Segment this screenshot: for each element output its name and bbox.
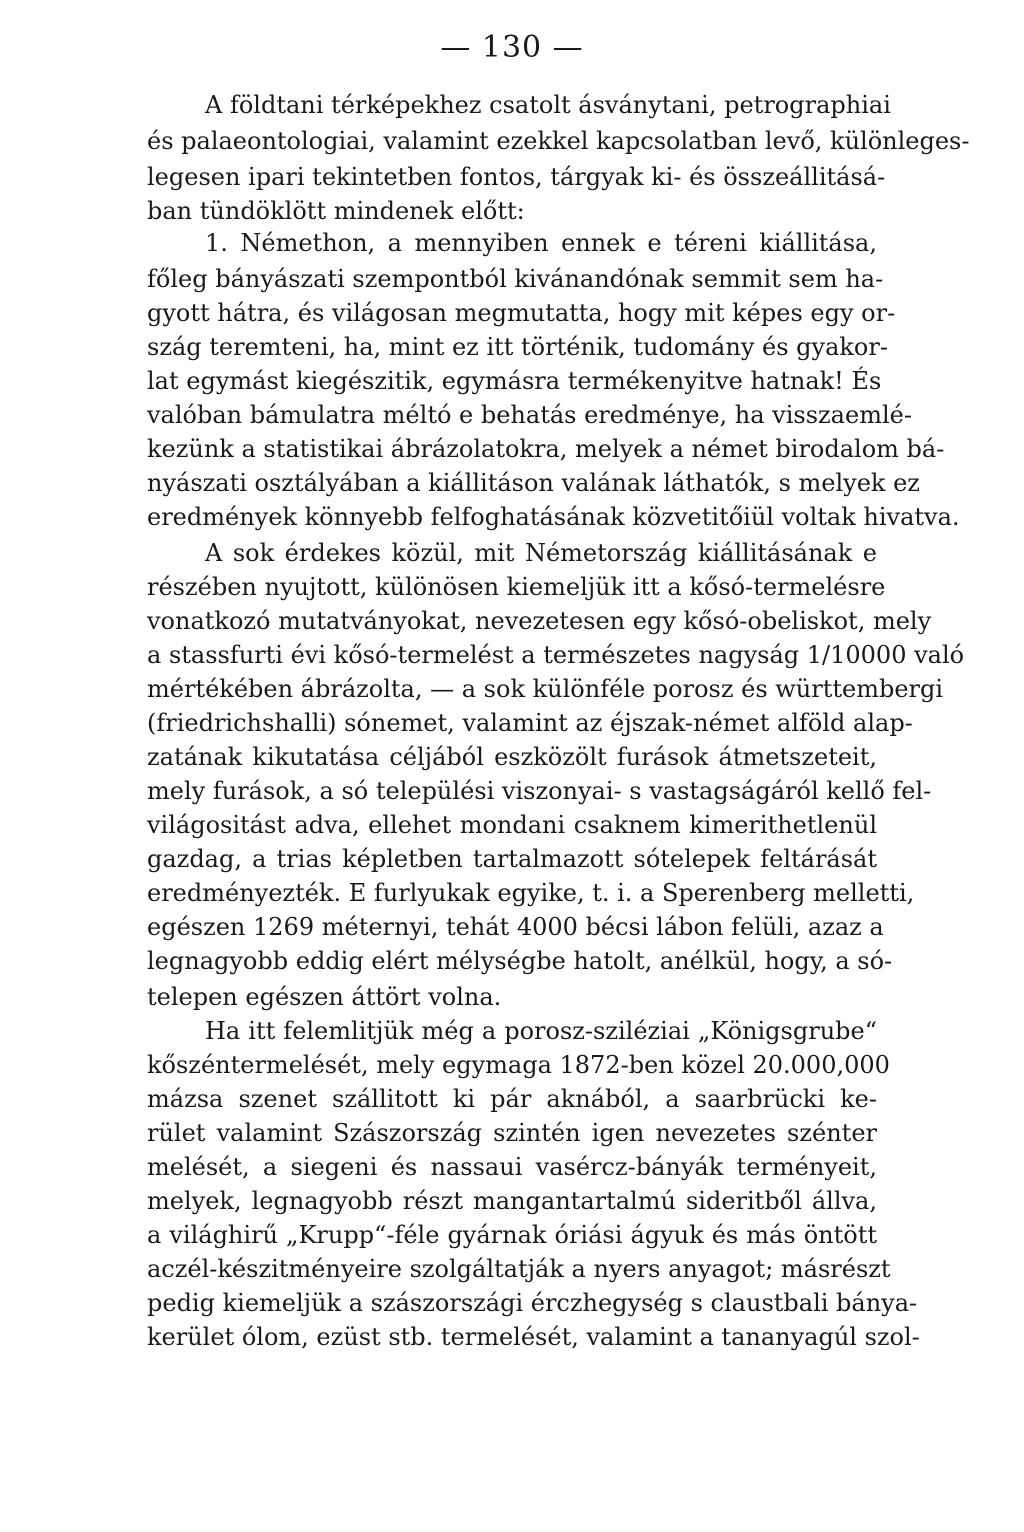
text-line: rület valamint Szászország szintén igen nevezetes szénter — [147, 1119, 877, 1147]
text-line: egészen 1269 méternyi, tehát 4000 bécsi lábon felüli, azaz a — [147, 913, 884, 941]
text-line: melését, a siegeni és nassaui vasércz-bányák terményeit, — [147, 1153, 877, 1181]
text-line: mértékében ábrázolta, — a sok különféle porosz és württembergi — [147, 675, 944, 703]
text-line: részében nyujtott, különösen kiemeljük itt a kősó-termelésre — [147, 573, 886, 601]
text-line: mely furások, a só települési viszonyai- s vastagságáról kellő fel- — [147, 777, 932, 805]
text-line: eredményezték. E furlyukak egyike, t. i. a Sperenberg melletti, — [147, 879, 915, 907]
text-line: a világhirű „Krupp“-féle gyárnak óriási ágyuk és más öntött — [147, 1221, 877, 1249]
text-line: (friedrichshalli) sónemet, valamint az éjszak-német alföld alap- — [147, 709, 913, 737]
text-line: nyászati osztályában a kiállitáson valának láthatók, s melyek ez — [147, 469, 920, 497]
text-line: lat egymást kiegészitik, egymásra termékenyitve hatnak! És — [147, 367, 882, 395]
text-line: kőszéntermelését, mely egymaga 1872-ben közel 20.000,000 — [147, 1051, 890, 1079]
text-line: világositást adva, ellehet mondani csaknem kimerithetlenül — [147, 811, 877, 839]
text-line: a stassfurti évi kősó-termelést a természetes nagyság 1/10000 való — [147, 641, 965, 669]
text-line: gyott hátra, és világosan megmutatta, hogy mit képes egy or- — [147, 299, 896, 327]
page-header: — 130 — — [440, 30, 584, 65]
text-line: gazdag, a trias képletben tartalmazott sótelepek feltárását — [147, 845, 877, 873]
text-line: és palaeontologiai, valamint ezekkel kapcsolatban levő, különleges- — [147, 127, 970, 155]
text-line: A sok érdekes közül, mit Németország kiállitásának e — [205, 539, 877, 567]
text-line: telepen egészen áttört volna. — [147, 983, 502, 1011]
text-line: kezünk a statistikai ábrázolatokra, melyek a német birodalom bá- — [147, 435, 945, 463]
text-line: ban tündöklött mindenek előtt: — [147, 197, 525, 225]
text-line: 1. Némethon, a mennyiben ennek e téreni kiállitása, — [205, 229, 877, 257]
text-line: zatának kikutatása céljából eszközölt furások átmetszeteit, — [147, 743, 877, 771]
text-line: Ha itt felemlitjük még a porosz-sziléziai „Königsgrube“ — [205, 1017, 877, 1045]
text-line: vonatkozó mutatványokat, nevezetesen egy kősó-obeliskot, mely — [147, 607, 932, 635]
text-line: aczél-készitményeire szolgáltatják a nyers anyagot; másrészt — [147, 1255, 891, 1283]
text-line: legesen ipari tekintetben fontos, tárgyak ki- és összeállitásá- — [147, 163, 886, 191]
text-line: kerület ólom, ezüst stb. termelését, valamint a tananyagúl szol- — [147, 1323, 920, 1351]
text-line: A földtani térképekhez csatolt ásványtani, petrographiai — [205, 91, 891, 119]
text-line: valóban bámulatra méltó e behatás eredménye, ha visszaemlé- — [147, 401, 912, 429]
text-line: melyek, legnagyobb részt mangantartalmú sideritből állva, — [147, 1187, 877, 1215]
text-line: mázsa szenet szállitott ki pár aknából, a saarbrücki ke- — [147, 1085, 877, 1113]
text-line: szág teremteni, ha, mint ez itt történik, tudomány és gyakor- — [147, 333, 888, 361]
text-line: eredmények könnyebb felfoghatásának közvetitőiül voltak hivatva. — [147, 503, 960, 531]
text-line: legnagyobb eddig elért mélységbe hatolt, anélkül, hogy, a só- — [147, 947, 893, 975]
text-line: pedig kiemeljük a szászországi érczhegység s claustbali bánya- — [147, 1289, 918, 1317]
text-line: főleg bányászati szempontból kivánandónak semmit sem ha- — [147, 265, 884, 293]
